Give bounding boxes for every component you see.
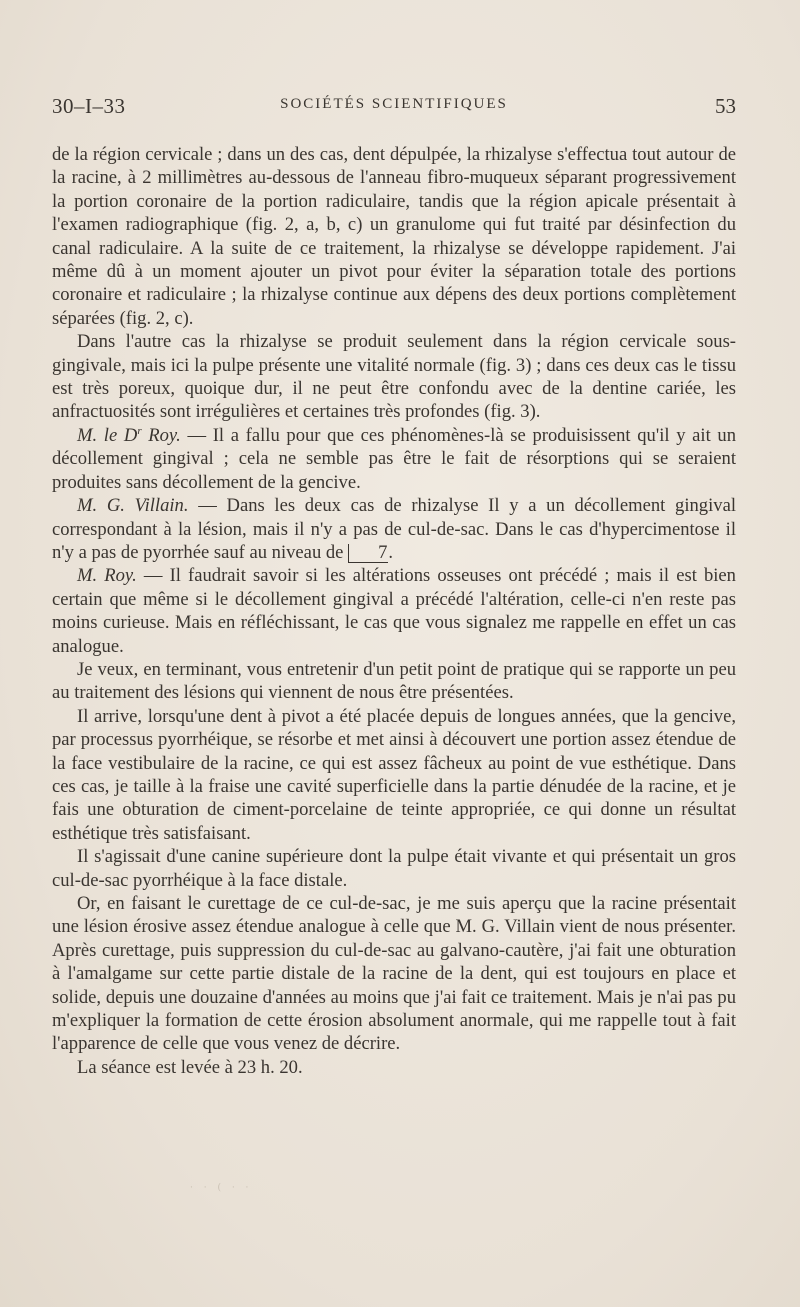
paragraph-2: Dans l'autre cas la rhizalyse se produit seulement dans la région cervicale sous-gingivale, mais ici la pulpe présente une vitalité normale (fig. 3) ; dans ces deux cas le tissu est très poreux, quoique dur, il ne peut être confondu avec de la dentine cariée, les anfractuosités sont irrégulières et certaines très profondes (fig. 3). (52, 331, 736, 423)
paragraph-3-text: — Il a fallu pour que ces phénomènes-là se produisissent qu'il y ait un décollement gingival ; cela ne semble pas être le fait de résorptions qui se seraient produites sans décollement de la gencive. (52, 424, 737, 493)
page-number: 53 (715, 94, 736, 118)
header-journal-title: SOCIÉTÉS SCIENTIFIQUES (280, 96, 508, 112)
speaker-name: Roy. (141, 424, 181, 446)
speaker-prefix: M. le D (77, 424, 138, 446)
paragraph-5-text: — Il faudrait savoir si les altérations osseuses ont précédé ; mais il est bien certain que même si le décollement gingival a précédé l'altération, celle-ci n'en reste pas moins curieuse. Mais en réfléchissant, le cas que vous signalez me rappelle en effet un cas analogue. (52, 565, 736, 657)
paragraph-6: Je veux, en terminant, vous entretenir d'un petit point de pratique qui se rapporte un peu au traitement des lésions qui viennent de nous être présentées. (52, 658, 736, 704)
speaker-roy-title (77, 425, 181, 446)
paragraph-4-text: — Dans les deux cas de rhizalyse Il y a un décollement gingival correspondant à la lésion, mais il n'y a pas de cul-de-sac. Dans le cas d'hypercimentose il n'y a pas de pyorrhée sauf au niveau de (52, 495, 736, 563)
tooth-notation: 7 (348, 544, 388, 563)
paragraph-1: de la région cervicale ; dans un des cas, dent dépulpée, la rhizalyse s'effectua tout autour de la racine, à 2 millimètres au-dessous de l'anneau fibro-muqueux séparant progressivement la portion coronaire de la portion radiculaire, tandis que la région apicale présentait à l'examen radiographique (fig. 2, a, b, c) un granulome qui fut traité par désinfection du canal radiculaire. A la suite de ce traitement, la rhizalyse se développe rapidement. J'ai même dû à un moment ajouter un pivot pour éviter la séparation totale des portions coronaire et radiculaire ; la rhizalyse continue aux dépens des deux portions complètement séparées (fig. 2, c). (52, 144, 736, 329)
paragraph-4 (52, 494, 736, 564)
article-body (52, 143, 736, 1079)
closing-line: La séance est levée à 23 h. 20. (77, 1056, 303, 1078)
paragraph-8: Il s'agissait d'une canine supérieure dont la pulpe était vivante et qui présentait un gros cul-de-sac pyorrhéique à la face distale. (52, 846, 736, 891)
paragraph-3 (52, 424, 736, 494)
paragraph-7: Il arrive, lorsqu'une dent à pivot a été placée depuis de longues années, que la gencive, par processus pyorrhéique, se résorbe et met ainsi à découvert une portion assez étendue de la face vestibulaire de la racine, ce qui est assez fâcheux au point de vue esthétique. Dans ces cas, je taille à la fraise une cavité superficielle dans la partie dénudée de la racine, et je fais une obturation de ciment-porcelaine de teinte appropriée, ce qui donne un résultat esthétique très satisfaisant. (52, 705, 736, 844)
paragraph-9: Or, en faisant le curettage de ce cul-de-sac, je me suis aperçu que la racine présentait une lésion érosive assez étendue analogue à celle que M. G. Villain vient de nous présenter. Après curettage, puis suppression du cul-de-sac au galvano-cautère, j'ai fait une obturation à l'amalgame sur cette partie distale de la racine de la dent, qui est toujours en place et solide, depuis une douzaine d'années au moins que j'ai fait ce traitement. Mais je n'ai pas pu m'expliquer la formation de cette érosion absolument anormale, qui me rappelle tout à fait l'apparence de celle que vous venez de décrire. (52, 893, 736, 1055)
speaker-roy: M. Roy. (77, 565, 137, 587)
bleed-through-marks: · · ( · · (190, 1183, 253, 1193)
running-header (52, 94, 736, 124)
header-date: 30–I–33 (52, 94, 126, 118)
speaker-superscript: r (137, 424, 142, 437)
paragraph-5 (52, 564, 736, 658)
paragraph-4-end: . (388, 541, 394, 563)
speaker-villain: M. G. Villain. (77, 495, 189, 517)
